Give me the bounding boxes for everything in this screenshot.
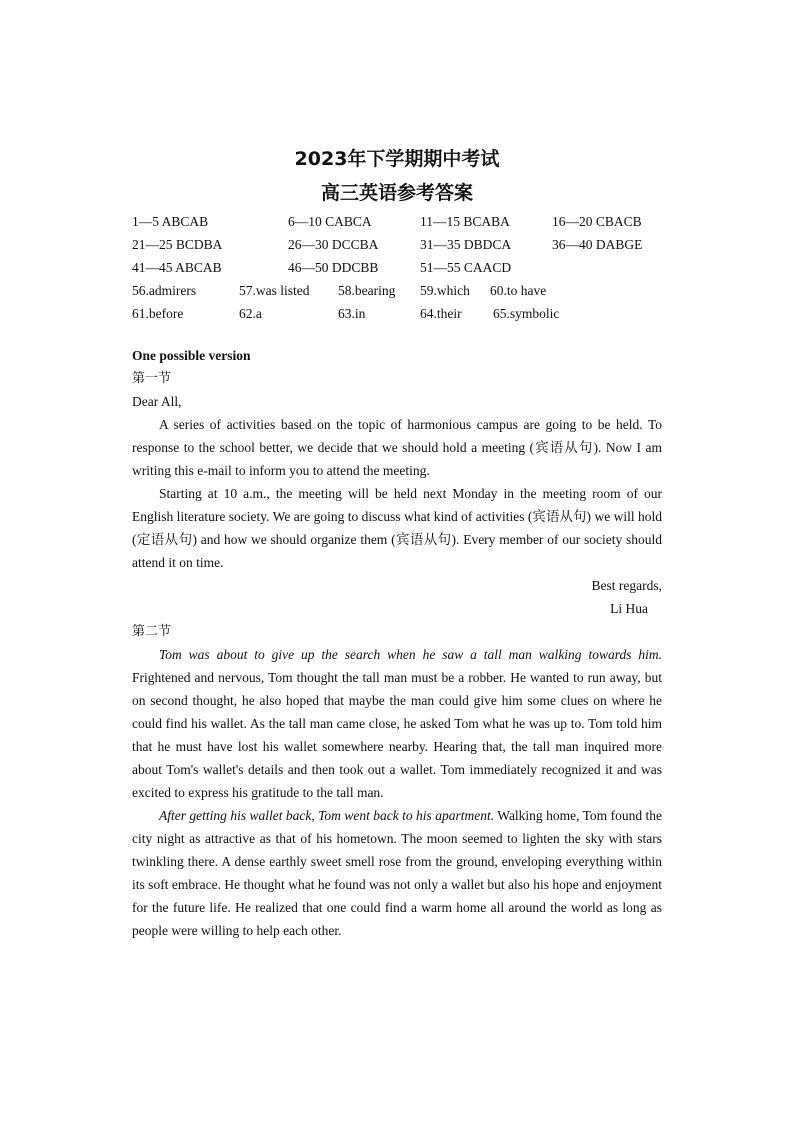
- answer-row-4: [132, 279, 662, 302]
- answer-item: 16—20 CBACB: [552, 214, 642, 229]
- letter-paragraph-2: Starting at 10 a.m., the meeting will be held next Monday in the meeting room of our English literature society. We are going to discuss what kind of activities (宾语从句) we will hold (定语从句) and how we should organize them (宾语从句). Every member of our society should attend it on time.: [132, 486, 662, 570]
- answer-item: 21—25 BCDBA: [132, 237, 223, 252]
- story-text-2: Walking home, Tom found the city night as attractive as that of his hometown. The moon seemed to lighten the sky with stars twinkling there. A dense earthly sweet smell rose from the ground, enveloping everything within its soft embrace. He thought what he found was not only a wallet but also his hope and enjoyment for the future life. He realized that one could find a warm home all around the world as long as people were willing to help each other.: [132, 808, 662, 938]
- answer-item: 63.in: [338, 306, 366, 321]
- letter-greeting: Dear All,: [132, 394, 182, 409]
- story-prompt-1: Tom was about to give up the search when he saw a tall man walking towards him.: [159, 647, 662, 662]
- writing-heading: One possible version: [132, 348, 251, 363]
- section-2-label: 第二节: [132, 624, 172, 639]
- answer-item: 41—45 ABCAB: [132, 260, 222, 275]
- answer-item: 65.symbolic: [493, 306, 560, 321]
- answer-item: 64.their: [420, 306, 462, 321]
- answer-key-title: 高三英语参考答案: [320, 182, 473, 204]
- answer-item: 1—5 ABCAB: [132, 214, 209, 229]
- answer-item: 46—50 DDCBB: [288, 260, 379, 275]
- story-paragraph-1: [132, 643, 662, 804]
- answer-item: 56.admirers: [132, 283, 197, 298]
- answer-item: 36—40 DABGE: [552, 237, 643, 252]
- answer-sheet: [132, 142, 662, 942]
- story-prompt-2: After getting his wallet back, Tom went back to his apartment.: [159, 808, 495, 823]
- answer-item: 11—15 BCABA: [420, 214, 510, 229]
- story-paragraph-2: [132, 804, 662, 942]
- answer-item: 26—30 DCCBA: [288, 237, 379, 252]
- story-text-1: Frightened and nervous, Tom thought the tall man must be a robber. He wanted to run away, but on second thought, he also hoped that maybe the man could give him some clues on where he could find his wallet. As the tall man came close, he asked Tom what he was up to. Tom told him that he must have lost his wallet somewhere nearby. Hearing that, the tall man inquired more about Tom's wallet's details and then took out a wallet. Tom immediately recognized it and was excited to express his gratitude to the tall man.: [132, 670, 662, 800]
- answer-item: 51—55 CAACD: [420, 260, 512, 275]
- answer-row-1: [132, 210, 662, 233]
- answer-item: 58.bearing: [338, 283, 396, 298]
- answer-row-3: [132, 256, 662, 279]
- exam-title: 2023年下学期期中考试: [294, 148, 500, 170]
- section-1-label: 第一节: [132, 371, 172, 386]
- answer-item: 6—10 CABCA: [288, 214, 372, 229]
- answer-row-5: [132, 302, 662, 325]
- letter-closing: Best regards,: [591, 578, 662, 593]
- answer-item: 60.to have: [490, 283, 547, 298]
- answer-item: 57.was listed: [239, 283, 310, 298]
- answer-item: 31—35 DBDCA: [420, 237, 512, 252]
- letter-signature: Li Hua: [610, 601, 648, 616]
- answer-item: 62.a: [239, 306, 262, 321]
- letter-paragraph-1: A series of activities based on the topic of harmonious campus are going to be held. To response to the school better, we decide that we should hold a meeting (宾语从句). Now I am writing this e-mail to inform you to attend the meeting.: [132, 417, 662, 478]
- answer-row-2: [132, 233, 662, 256]
- answer-item: 59.which: [420, 283, 470, 298]
- answer-item: 61.before: [132, 306, 184, 321]
